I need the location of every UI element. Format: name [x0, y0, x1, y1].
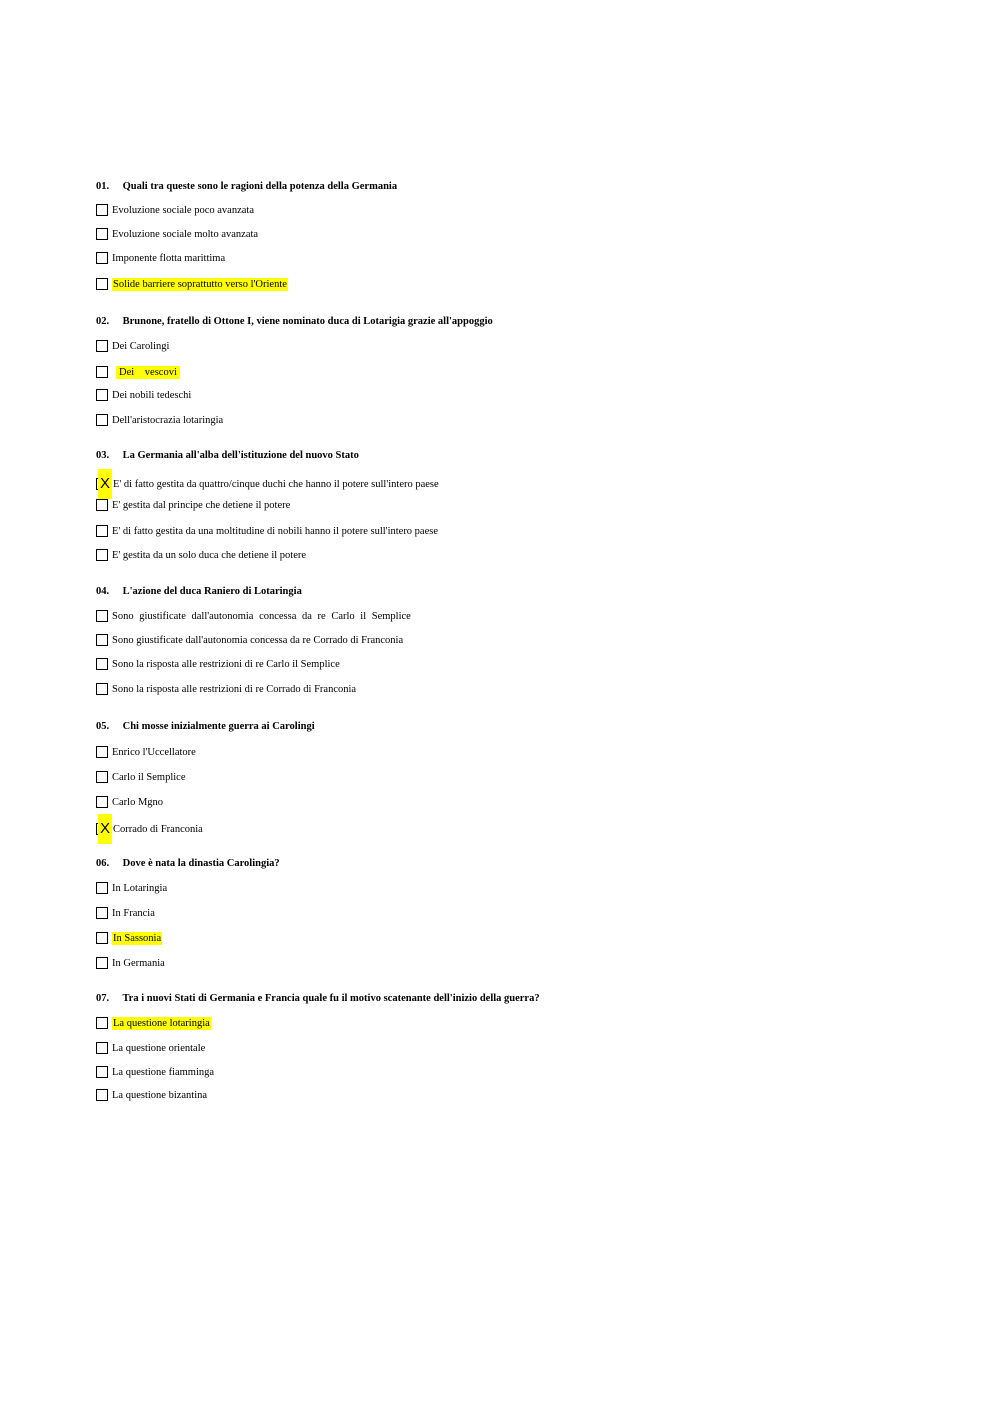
checkbox[interactable] [96, 658, 108, 670]
option-5b[interactable] [96, 769, 186, 785]
question-text: La Germania all'alba dell'istituzione del nuovo Stato [122, 450, 359, 461]
question-text: Tra i nuovi Stati di Germania e Francia quale fu il motivo scatenante dell'inizio della guerra? [122, 993, 540, 1004]
checkbox[interactable] [96, 907, 108, 919]
checkbox[interactable] [96, 683, 108, 695]
checkbox[interactable] [96, 957, 108, 969]
option-label: La questione orientale [112, 1042, 206, 1054]
option-2a[interactable] [96, 338, 169, 354]
option-3d[interactable] [96, 547, 306, 563]
checkbox[interactable] [96, 796, 108, 808]
option-label: Carlo Mgno [112, 796, 164, 808]
option-5a[interactable] [96, 744, 196, 760]
option-4b[interactable] [96, 632, 403, 648]
option-label: Evoluzione sociale molto avanzata [112, 228, 259, 240]
option-6d[interactable] [96, 955, 165, 971]
question-number: 02. [96, 316, 110, 327]
option-6c[interactable] [96, 930, 162, 946]
option-label: Carlo il Semplice [112, 771, 186, 783]
option-label: Sono la risposta alle restrizioni di re Carlo il Semplice [112, 658, 340, 670]
option-label-highlighted: Solide barriere soprattutto verso l'Oriente [113, 278, 287, 290]
question-text: Chi mosse inizialmente guerra ai Carolingi [122, 721, 315, 732]
option-label: E' gestita dal principe che detiene il potere [112, 499, 291, 511]
option-4a[interactable] [96, 608, 411, 624]
option-4c[interactable] [96, 656, 340, 672]
question-text: Brunone, fratello di Ottone I, viene nominato duca di Lotarigia grazie all'appoggio [122, 316, 493, 327]
question-1 [96, 181, 397, 192]
option-1d[interactable] [96, 276, 288, 292]
option-label: In Lotaringia [112, 882, 168, 894]
checkbox-checked[interactable] [96, 469, 110, 499]
question-text: Quali tra queste sono le ragioni della potenza della Germania [122, 181, 398, 192]
question-number: 01. [96, 181, 110, 192]
checkbox[interactable] [96, 634, 108, 646]
checkbox[interactable] [96, 340, 108, 352]
option-label-highlighted: In Sassonia [113, 932, 162, 944]
option-label: E' di fatto gestita da quattro/cinque duchi che hanno il potere sull'intero paese [113, 478, 439, 490]
option-1a[interactable] [96, 202, 254, 218]
option-7d[interactable] [96, 1087, 207, 1103]
option-1b[interactable] [96, 226, 258, 242]
option-1c[interactable] [96, 250, 225, 266]
checkbox[interactable] [96, 1089, 108, 1101]
option-label: Sono la risposta alle restrizioni di re Corrado di Franconia [112, 683, 357, 695]
option-label: E' di fatto gestita da una moltitudine di nobili hanno il potere sull'intero paese [112, 525, 439, 537]
checkbox[interactable] [96, 366, 108, 378]
checkbox[interactable] [96, 746, 108, 758]
question-number: 05. [96, 721, 110, 732]
option-label: Imponente flotta marittima [112, 252, 226, 264]
option-label: Sono giustificate dall'autonomia concessa da re Corrado di Franconia [112, 634, 404, 646]
option-4d[interactable] [96, 681, 356, 697]
option-6a[interactable] [96, 880, 167, 896]
checkbox[interactable] [96, 549, 108, 561]
question-2 [96, 316, 493, 327]
option-2b[interactable] [96, 364, 180, 380]
checkbox[interactable] [96, 499, 108, 511]
option-label: Dei nobili tedeschi [112, 389, 192, 401]
question-6 [96, 858, 280, 869]
option-7c[interactable] [96, 1064, 214, 1080]
option-label: Dei Carolingi [112, 340, 170, 352]
checkbox[interactable] [96, 1066, 108, 1078]
option-2c[interactable] [96, 387, 191, 403]
option-label: Dell'aristocrazia lotaringia [112, 414, 224, 426]
checkbox[interactable] [96, 252, 108, 264]
checkbox[interactable] [96, 228, 108, 240]
question-text: L'azione del duca Raniero di Lotaringia [122, 586, 302, 597]
question-5 [96, 721, 315, 732]
checkbox[interactable] [96, 525, 108, 537]
option-7a[interactable] [96, 1015, 211, 1031]
checkbox[interactable] [96, 278, 108, 290]
question-3 [96, 450, 359, 461]
checkbox[interactable] [96, 204, 108, 216]
checkbox[interactable] [96, 610, 108, 622]
option-3a[interactable] [96, 476, 439, 492]
option-7b[interactable] [96, 1040, 205, 1056]
checkbox[interactable] [96, 771, 108, 783]
question-number: 07. [96, 993, 110, 1004]
option-label: Enrico l'Uccellatore [112, 746, 196, 758]
option-label: Evoluzione sociale poco avanzata [112, 204, 254, 216]
option-6b[interactable] [96, 905, 155, 921]
option-label: La questione fiamminga [112, 1066, 215, 1078]
question-number: 03. [96, 450, 110, 461]
checkbox-checked[interactable] [96, 814, 110, 844]
option-label: In Germania [112, 957, 165, 969]
option-label-highlighted: La questione lotaringia [113, 1017, 210, 1029]
checkbox[interactable] [96, 1017, 108, 1029]
x-mark-icon: X [98, 814, 112, 844]
question-4 [96, 586, 302, 597]
option-label-highlighted: Dei vescovi [116, 366, 180, 379]
option-label: La questione bizantina [112, 1089, 208, 1101]
option-label: Sono giustificate dall'autonomia concessa da re Carlo il Semplice [112, 610, 411, 622]
option-3c[interactable] [96, 523, 438, 539]
option-label: In Francia [112, 907, 155, 919]
option-3b[interactable] [96, 497, 290, 513]
option-5d[interactable] [96, 821, 203, 837]
checkbox[interactable] [96, 932, 108, 944]
x-mark-icon: X [98, 469, 112, 499]
checkbox[interactable] [96, 1042, 108, 1054]
option-label: E' gestita da un solo duca che detiene il potere [112, 549, 307, 561]
checkbox[interactable] [96, 389, 108, 401]
option-2d[interactable] [96, 412, 223, 428]
question-number: 06. [96, 858, 110, 869]
option-5c[interactable] [96, 794, 163, 810]
checkbox[interactable] [96, 414, 108, 426]
option-label: Corrado di Franconia [113, 823, 203, 835]
checkbox[interactable] [96, 882, 108, 894]
question-text: Dove è nata la dinastia Carolingia? [122, 858, 280, 869]
question-7 [96, 993, 540, 1004]
question-number: 04. [96, 586, 110, 597]
